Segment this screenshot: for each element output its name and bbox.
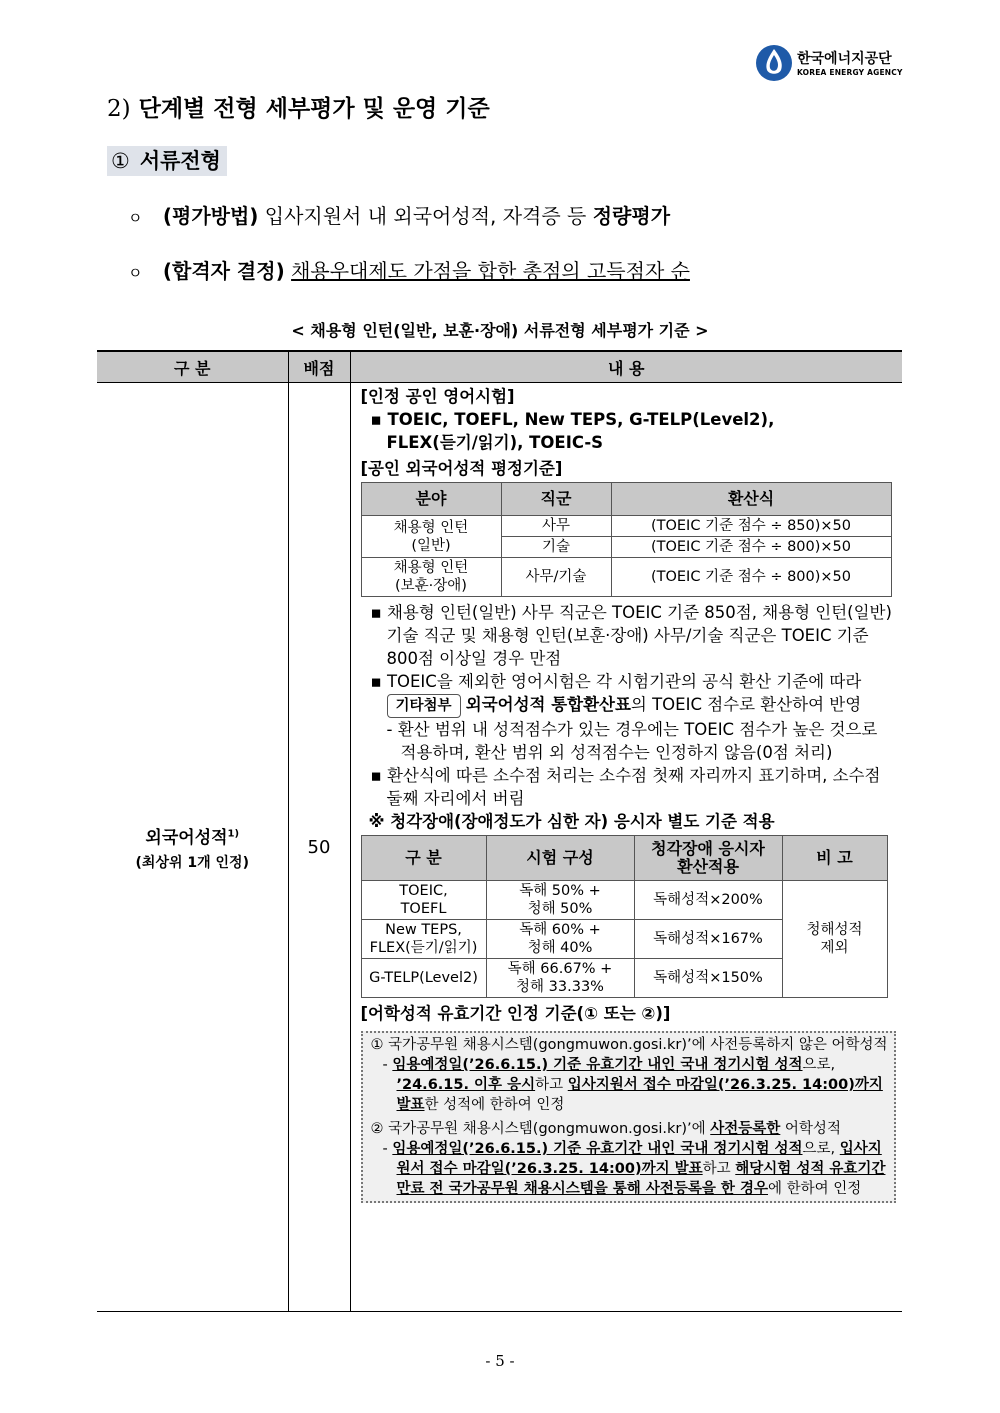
bullet-bold-tail: 정량평가 [592, 204, 671, 228]
hearing-test: G-TELP(Level2) [361, 959, 486, 998]
hearing-apply: 독해성적×200% [634, 881, 782, 920]
hearing-composition: 독해 50% + 청해 50% [486, 881, 634, 920]
bullet-pass-decision [128, 255, 690, 284]
section-number: 2) [107, 96, 131, 122]
page-number: - 5 - [485, 1352, 515, 1370]
subsection-heading [107, 146, 227, 176]
hearing-apply: 독해성적×150% [634, 959, 782, 998]
note-full-score: ▪ 채용형 인턴(일반) 사무 직군은 TOEIC 기준 850점, 채용형 인턴(일반) 기술 직군 및 채용형 인턴(보훈·장애) 사무/기술 직군은 TOEIC 기준 800점 이상일 경우 만점 [370, 603, 892, 668]
conv-field: 채용형 인턴 (보훈·장애) [361, 558, 501, 597]
hearing-header: 비 고 [782, 836, 887, 881]
conversion-table [361, 482, 892, 597]
table-row [361, 516, 891, 537]
hearing-header: 시험 구성 [486, 836, 634, 881]
conv-job: 사무 [501, 516, 611, 537]
agency-logo [755, 44, 915, 84]
validity-option-2-detail: - 임용예정일(’26.6.15.) 기준 유효기간 내인 국내 정기시험 성적으로, 입사지원서 접수 마감일(’26.3.25. 14:00)까지 발표하고 해당시험 성적 유효기간 만료 전 국가공무원 채용시스템을 통해 사전등록을 한 경우에 한하여 인정 [382, 1141, 886, 1197]
note-conversion: ▪ TOEIC을 제외한 영어시험은 각 시험기관의 공식 환산 기준에 따라 기타첨부 외국어성적 통합환산표의 TOEIC 점수로 환산하여 반영 [361, 670, 897, 718]
header-score: 배점 [288, 351, 350, 383]
conv-formula: (TOEIC 기준 점수 ÷ 800)×50 [611, 558, 891, 597]
hearing-composition: 독해 60% + 청해 40% [486, 920, 634, 959]
content-cell [350, 383, 902, 1312]
hearing-table [361, 835, 888, 998]
conv-job: 기술 [501, 537, 611, 558]
tests-list: ▪ TOEIC, TOEFL, New TEPS, G-TELP(Level2), FLEX(듣기/읽기), TOEIC-S [370, 410, 775, 452]
energy-drop-logo-icon [755, 44, 793, 82]
bullet-marker: ㅇ [128, 264, 143, 282]
bullet-evaluation-method [128, 200, 670, 229]
bullet-marker: ㅇ [128, 209, 143, 227]
note-range: - 환산 범위 내 성적점수가 있는 경우에는 TOEIC 점수가 높은 것으로 적용하며, 환산 범위 외 성적점수는 인정하지 않음(0점 처리) [386, 720, 878, 762]
category-cell [97, 383, 288, 1312]
conv-header: 환산식 [611, 483, 891, 516]
table-row [361, 558, 891, 597]
section-title: 단계별 전형 세부평가 및 운영 기준 [138, 96, 490, 122]
conv-formula: (TOEIC 기준 점수 ÷ 800)×50 [611, 537, 891, 558]
hearing-composition: 독해 66.67% + 청해 33.33% [486, 959, 634, 998]
footnote-marker: 1) [227, 827, 240, 839]
hearing-test: New TEPS, FLEX(듣기/읽기) [361, 920, 486, 959]
header-content: 내 용 [350, 351, 902, 383]
header-category: 구 분 [97, 351, 288, 383]
validity-heading: [어학성적 유효기간 인정 기준(① 또는 ②)] [360, 1004, 671, 1023]
score-cell: 50 [288, 383, 350, 1312]
note-decimal: ▪ 환산식에 따른 소수점 처리는 소수점 첫째 자리까지 표기하며, 소수점 둘째 자리에서 버림 [370, 766, 881, 808]
hearing-title: ※ 청각장애(장애정도가 심한 자) 응시자 별도 기준 적용 [368, 812, 775, 831]
subsection-number: ① [111, 149, 130, 173]
table-row [97, 383, 902, 1312]
category-note: (최상위 1개 인정) [135, 854, 249, 871]
validity-option-2: ② 국가공무원 채용시스템(gongmuwon.gosi.kr)’에 사전등록한 어학성적 [370, 1121, 841, 1137]
conv-header: 직군 [501, 483, 611, 516]
subsection-title: 서류전형 [139, 149, 221, 173]
bullet-label: (합격자 결정) [162, 259, 285, 283]
criteria-heading: [공인 외국어성적 평정기준] [360, 459, 563, 478]
validity-option-1-detail: - 임용예정일(’26.6.15.) 기준 유효기간 내인 국내 정기시험 성적으로, ’24.6.15. 이후 응시하고 입사지원서 접수 마감일(’26.3.25. 14:00)까지 발표한 성적에 한하여 인정 [382, 1057, 883, 1113]
hearing-test: TOEIC, TOEFL [361, 881, 486, 920]
attachment-badge: 기타첨부 [387, 694, 461, 718]
table-row [361, 881, 887, 920]
hearing-header: 청각장애 응시자 환산적용 [634, 836, 782, 881]
tests-heading: [인정 공인 영어시험] [360, 387, 515, 406]
conv-formula: (TOEIC 기준 점수 ÷ 850)×50 [611, 516, 891, 537]
hearing-remark: 청해성적 제외 [782, 881, 887, 998]
logo-name-en: KOREA ENERGY AGENCY [797, 68, 903, 77]
table-caption: < 채용형 인턴(일반, 보훈·장애) 서류전형 세부평가 기준 > [291, 321, 709, 340]
validity-option-1: ① 국가공무원 채용시스템(gongmuwon.gosi.kr)’에 사전등록하지 않은 어학성적 [370, 1037, 888, 1053]
section-heading [107, 90, 490, 123]
hearing-apply: 독해성적×167% [634, 920, 782, 959]
evaluation-table [97, 350, 902, 1312]
bullet-text: 입사지원서 내 외국어성적, 자격증 등 [264, 204, 587, 228]
hearing-header: 구 분 [361, 836, 486, 881]
conv-job: 사무/기술 [501, 558, 611, 597]
logo-name-ko: 한국에너지공단 [797, 51, 892, 67]
bullet-underlined-text: 채용우대제도 가점을 합한 총점의 고득점자 순 [291, 259, 690, 283]
conv-header: 분야 [361, 483, 501, 516]
table-header-row [97, 351, 902, 383]
bullet-label: (평가방법) [162, 204, 259, 228]
validity-box [361, 1031, 897, 1203]
conv-field: 채용형 인턴 (일반) [361, 516, 501, 558]
category-label: 외국어성적$^{1)}$ [145, 827, 240, 848]
